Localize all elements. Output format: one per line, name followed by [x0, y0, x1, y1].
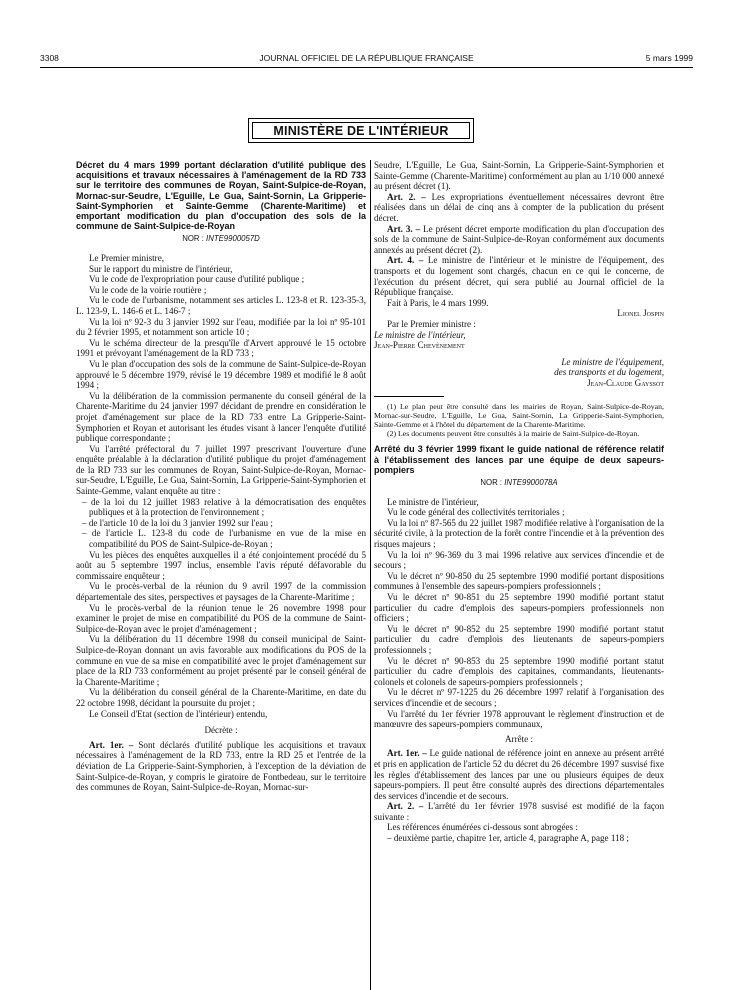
signature-place-date: Fait à Paris, le 4 mars 1999. — [387, 297, 489, 308]
minister-interior-title: Le ministre de l'intérieur, — [374, 329, 466, 340]
decree-title: Décret du 4 mars 1999 portant déclaration d'utilité publique des acquisitions et travaux nécessaires à l'aménagement de la RD 733 sur le territoire des communes de Royan, Saint-Sulpice-de-Royan, Mornac-sur-Seudre, L'Eguille, Le Gua, Saint-Sornin, La Gripperie-Saint-Symphorien et Sainte-Gemme (Charente-Maritime) et emportant modification du plan d'occupation des sols de la commune de Saint-Sulpice-de-Royan — [76, 160, 366, 232]
dash-item: – deuxième partie, chapitre 1er, article 4, paragraphe A, page 118 ; — [387, 833, 629, 844]
para: Vu le schéma directeur de la presqu'île d'Arvert approuvé le 15 octobre 1991 et prévoyant l'aménagement de la RD 733 ; — [76, 337, 366, 359]
column-divider — [370, 160, 371, 990]
nor-value: INTE9900078A — [504, 478, 558, 488]
article-text: Les expropriations éventuellement nécessaires devront être réalisées dans un délai de cinq ans à compter de la publication du présent décret. — [374, 191, 664, 223]
para: Vu la délibération de la commission permanente du conseil général de la Charente-Maritime du 24 janvier 1997 décidant de prendre en considération le projet d'aménagement sur place de la RD 733 entre La Gripperie-Saint-Symphorien et Royan et autorisant les études visant à lancer l'enquête d'utilité publique correspondante ; — [76, 390, 366, 444]
header-rule — [40, 67, 693, 68]
dash-item: – de l'article L. 123-8 du code de l'urbanisme en vue de la mise en compatibilité du POS de Saint-Sulpice-de-Royan ; — [82, 528, 366, 550]
para: Vu le décret nº 90-851 du 25 septembre 1990 modifié portant statut particulier du cadre d'emplois des sapeurs-pompiers professionnels non officiers ; — [374, 592, 664, 624]
page-number: 3308 — [40, 53, 59, 63]
article-label: Art. 1er. – — [387, 748, 427, 759]
para: Vu le procès-verbal de la réunion tenue le 26 novembre 1998 pour examiner le projet de mise en compatibilité du POS de la commune de Saint-Sulpice-de-Royan avec le projet d'aménagement ; — [76, 602, 366, 634]
arrete-nor — [374, 478, 664, 489]
para: Le Premier ministre, — [89, 253, 165, 264]
running-header — [40, 53, 693, 67]
para: Vu le plan d'occupation des sols de la commune de Saint-Sulpice-de-Royan approuvé le 5 décembre 1979, révisé le 19 décembre 1989 et modifié le 8 août 1994 ; — [76, 358, 366, 391]
article-text: Le guide national de référence joint en annexe au présent arrêté et pris en application de l'article 52 du décret du 26 décembre 1997 susvisé fixe les règles d'établissement des lances par une ou plusieurs équipes de deux sapeurs-pompiers. Il peut être consulté auprès des directions départementales des services d'incendie et de secours. — [374, 748, 664, 801]
para: Vu le code de la voirie routière ; — [89, 284, 207, 295]
article-text: Le ministre de l'intérieur et le ministre de l'équipement, des transports et du logement sont chargés, chacun en ce qui le concerne, de l'exécution du présent décret, qui sera publié au Journal officiel de la République française. — [374, 255, 664, 298]
ministry-box — [248, 118, 474, 143]
article-1 — [76, 740, 366, 793]
arrete-title: Arrêté du 3 février 1999 fixant le guide national de référence relatif à l'établissement des lances par une équipe de deux sapeurs-pompiers — [374, 444, 664, 475]
article-label: Art. 2. – — [387, 801, 424, 812]
article-3 — [374, 224, 664, 256]
para: Vu le décret nº 97-1225 du 26 décembre 1997 relatif à l'organisation des services d'incendie et de secours ; — [374, 687, 664, 708]
article-label: Art. 4. – — [387, 255, 424, 266]
issue-date: 5 mars 1999 — [645, 53, 693, 63]
signature-equipment: Jean-Claude Gayssot — [587, 377, 664, 388]
para: Vu l'arrêté préfectoral du 7 juillet 1997 prescrivant l'ouverture d'une enquête préalable à la déclaration d'utilité publique du projet d'aménagement de la RD 733 sur les communes de Royan, Saint-Sulpice-de-Royan, Mornac-sur-Seudre, L'Eguille, Le Gua, Saint-Sornin, La Gripperie-Saint-Symphorien et Sainte-Gemme, valant enquête au titre : — [76, 443, 366, 497]
article-label: Art. 1er. – — [89, 739, 134, 750]
right-column — [374, 160, 664, 844]
arrete-article-1 — [374, 748, 664, 801]
para: Vu les pièces des enquêtes auxquelles il a été conjointement procédé du 5 août au 5 septembre 1997 inclus, ensemble l'avis réputé défavorable du commissaire enquêteur ; — [76, 549, 366, 581]
para: Vu la délibération du conseil général de la Charente-Maritime, en date du 22 octobre 1998, décidant la poursuite du projet ; — [76, 687, 366, 708]
para: Vu la loi nº 87-565 du 22 juillet 1987 modifiée relative à l'organisation de la sécurité civile, à la protection de la forêt contre l'incendie et à la prévention des risques majeurs ; — [374, 517, 664, 550]
para: Le ministre de l'intérieur, — [387, 496, 479, 507]
para: Vu le code de l'urbanisme, notamment ses articles L. 123-8 et R. 123-35-3, L. 123-9, L. 146-6 et L. 146-7 ; — [76, 295, 366, 316]
decree-nor — [76, 234, 366, 245]
para: Vu le décret nº 90-852 du 25 septembre 1990 modifié portant statut particulier du cadre d'emplois des lieutenants de sapeurs-pompiers professionnels ; — [374, 623, 664, 655]
minister-equipment-title-1: Le ministre de l'équipement, — [561, 356, 664, 367]
ministry-heading: MINISTÈRE DE L'INTÉRIEUR — [252, 122, 470, 139]
para: Vu la loi nº 96-369 du 3 mai 1996 relative aux services d'incendie et de secours ; — [374, 549, 664, 571]
para: Le Conseil d'Etat (section de l'intérieur) entendu, — [89, 708, 268, 719]
footnote-rule — [374, 396, 444, 397]
footnote-2: (2) Les documents peuvent être consultés à la mairie de Saint-Sulpice-de-Royan. — [387, 429, 640, 439]
decrete-heading: Décrète : — [204, 725, 238, 736]
continuation: Seudre, L'Eguille, Le Gua, Saint-Sornin, La Gripperie-Saint-Symphorien et Sainte-Gemme (Charente-Maritime) conformément au plan au 1/10 000 annexé au présent décret (1). — [374, 160, 664, 192]
article-text: Le présent décret emporte modification du plan d'occupation des sols de la commune de Saint-Sulpice-de-Royan conformément aux documents annexés au présent décret (2). — [374, 223, 664, 255]
par-premier-ministre: Par le Premier ministre : — [387, 318, 476, 329]
arrete-article-2 — [374, 801, 664, 822]
arrete-heading: Arrête : — [504, 733, 534, 744]
para: Vu le décret nº 90-853 du 25 septembre 1990 modifié portant statut particulier du cadre d'emplois des capitaines, commandants, lieutenants-colonels et colonels de sapeurs-pompiers professionnels ; — [374, 655, 664, 687]
signature-pm: Lionel Jospin — [617, 308, 664, 319]
para: Vu le code général des collectivités territoriales ; — [387, 507, 565, 518]
left-column — [76, 160, 366, 793]
para: Vu le décret nº 90-850 du 25 septembre 1990 modifié portant dispositions communes à l'ensemble des sapeurs-pompiers professionnels ; — [374, 570, 664, 592]
para: Les références énumérées ci-dessous sont abrogées : — [387, 822, 578, 833]
signature-interior: Jean-Pierre Chevènement — [374, 340, 465, 351]
article-text: L'arrêté du 1er février 1978 susvisé est modifié de la façon suivante : — [374, 801, 664, 822]
article-2 — [374, 192, 664, 224]
para: Vu le code de l'expropriation pour cause d'utilité publique ; — [89, 274, 305, 285]
para: Vu l'arrêté du 1er février 1978 approuvant le règlement d'instruction et de manœuvre des sapeurs-pompiers communaux, — [374, 708, 664, 730]
journal-title: JOURNAL OFFICIEL DE LA RÉPUBLIQUE FRANÇAISE — [259, 53, 474, 63]
article-label: Art. 3. – — [387, 223, 421, 234]
nor-label: NOR : — [480, 478, 503, 488]
footnote-1: (1) Le plan peut être consulté dans les mairies de Royan, Saint-Sulpice-de-Royan, Mornac-sur-Seudre, L'Eguille, Le Gua, Saint-Sornin, La Gripperie-Saint-Symphorien, Sainte-Gemme et à l'hôtel du département de la Charente-Maritime. — [374, 402, 664, 430]
nor-label: NOR : — [182, 234, 204, 244]
article-text: Sont déclarés d'utilité publique les acquisitions et travaux nécessaires à l'aménagement de la RD 733, entre la RD 25 et l'entrée de la déviation de La Gripperie-Saint-Symphorien, à l'exception de la déviation de Saint-Sulpice-de-Royan, y compris le giratoire de Fontbedeau, sur le territoire des communes de Royan, Saint-Sulpice-de-Royan, Mornac-sur- — [76, 739, 367, 793]
article-4 — [374, 255, 664, 297]
nor-value: INTE9900057D — [206, 234, 260, 244]
article-label: Art. 2. – — [387, 191, 426, 202]
para: Vu le procès-verbal de la réunion du 9 avril 1997 de la commission départementale des sites, perspectives et paysages de la Charente-Maritime ; — [76, 581, 366, 603]
dash-item: – de l'article 10 de la loi du 3 janvier 1992 sur l'eau ; — [82, 517, 273, 528]
para: Vu la loi nº 92-3 du 3 janvier 1992 sur l'eau, modifiée par la loi nº 95-101 du 2 février 1995, et notamment son article 10 ; — [76, 316, 366, 338]
para: Sur le rapport du ministre de l'intérieur, — [89, 263, 233, 274]
para: Vu la délibération du 11 décembre 1998 du conseil municipal de Saint-Sulpice-de-Royan donnant un avis favorable aux modifications du POS de la commune en vue de sa mise en compatibilité avec le projet d'aménagement sur place de la RD 733 conformément au projet présenté par le conseil général de la Charente-Maritime ; — [76, 634, 366, 687]
dash-item: – de la loi du 12 juillet 1983 relative à la démocratisation des enquêtes publiques et à la protection de l'environnement ; — [82, 496, 366, 518]
minister-equipment-title-2: des transports et du logement, — [554, 367, 664, 378]
